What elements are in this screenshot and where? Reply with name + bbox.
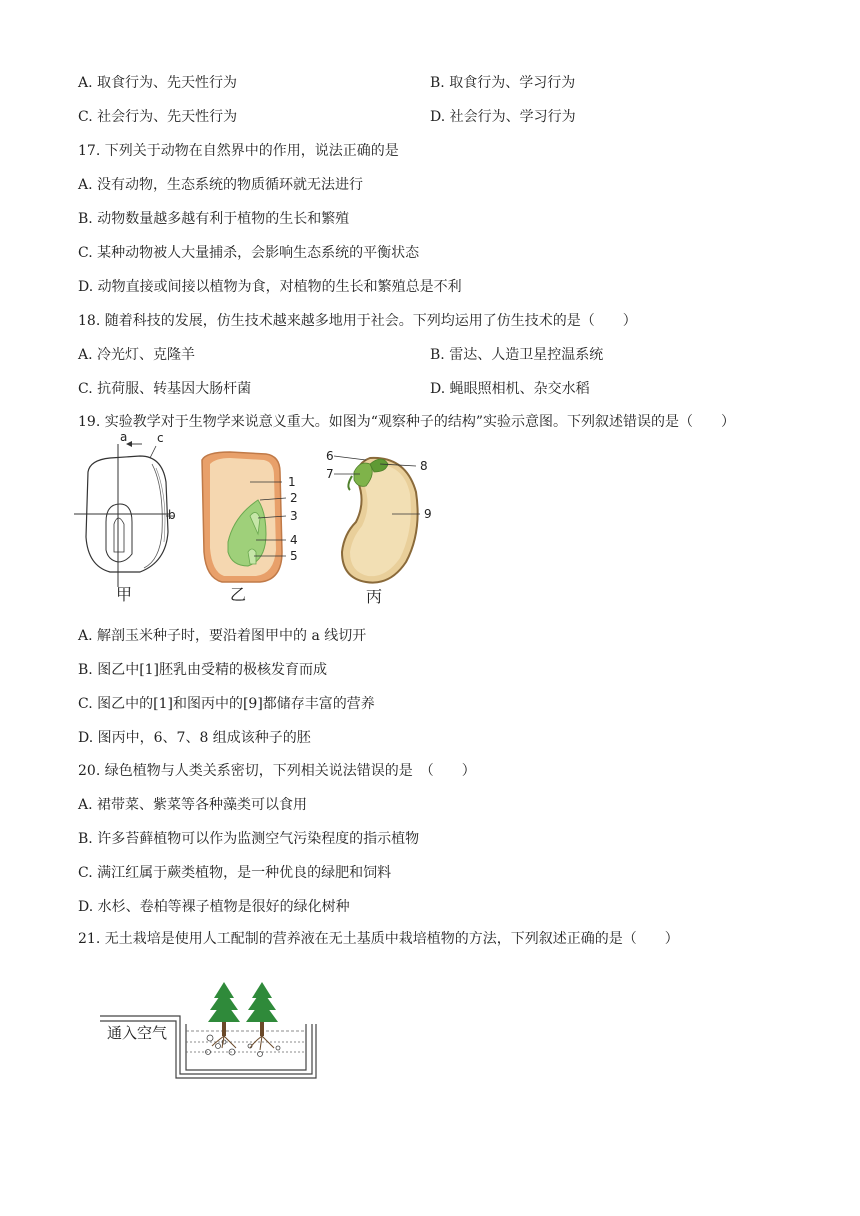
figure-yi <box>202 452 298 604</box>
q17-stem: 17. 下列关于动物在自然界中的作用，说法正确的是 <box>78 143 399 159</box>
jia-mark-b: b <box>168 508 176 522</box>
q16-option-b: B. 取食行为、学习行为 <box>430 75 576 91</box>
jia-mark-c: c <box>157 431 164 445</box>
q19-option-a: A. 解剖玉米种子时，要沿着图甲中的 a 线切开 <box>78 628 367 644</box>
q18-stem: 18. 随着科技的发展，仿生技术越来越多地用于社会。下列均运用了仿生技术的是（ ） <box>78 313 637 329</box>
q19-option-c: C. 图乙中的[1]和图丙中的[9]都储存丰富的营养 <box>78 696 375 712</box>
q17-option-a: A. 没有动物，生态系统的物质循环就无法进行 <box>78 177 364 193</box>
figure-jia <box>74 430 176 604</box>
bing-mark-9: 9 <box>424 507 432 521</box>
q20-option-d: D. 水杉、卷柏等裸子植物是很好的绿化树种 <box>78 899 350 915</box>
q20-option-b: B. 许多苔藓植物可以作为监测空气污染程度的指示植物 <box>78 831 420 847</box>
bing-mark-7: 7 <box>326 467 334 481</box>
q16-option-c: C. 社会行为、先天性行为 <box>78 109 238 125</box>
yi-label: 乙 <box>230 585 247 604</box>
q18-option-c: C. 抗荷服、转基因大肠杆菌 <box>78 381 252 397</box>
q17-option-d: D. 动物直接或间接以植物为食，对植物的生长和繁殖总是不利 <box>78 279 462 295</box>
soilless-culture-figure <box>100 976 330 1086</box>
figure-bing <box>326 449 432 606</box>
q19-stem: 19. 实验教学对于生物学来说意义重大。如图为“观察种子的结构”实验示意图。下列叙述错误的是（ ） <box>78 414 736 430</box>
yi-mark-3: 3 <box>290 509 298 523</box>
q18-option-a: A. 冷光灯、克隆羊 <box>78 347 196 363</box>
q19-option-b: B. 图乙中[1]胚乳由受精的极核发育而成 <box>78 662 328 678</box>
yi-mark-1: 1 <box>288 475 296 489</box>
q18-option-b: B. 雷达、人造卫星控温系统 <box>430 347 604 363</box>
q19-option-d: D. 图丙中，6、7、8 组成该种子的胚 <box>78 730 311 746</box>
plant-right <box>246 982 278 1050</box>
q16-option-d: D. 社会行为、学习行为 <box>430 109 576 125</box>
q17-option-b: B. 动物数量越多越有利于植物的生长和繁殖 <box>78 211 350 227</box>
bing-mark-6: 6 <box>326 449 334 463</box>
seed-structure-figure <box>70 430 450 614</box>
yi-mark-4: 4 <box>290 533 298 547</box>
yi-mark-2: 2 <box>290 491 298 505</box>
jia-mark-a: a <box>120 430 128 444</box>
bing-mark-8: 8 <box>420 459 428 473</box>
q18-option-d: D. 蝇眼照相机、杂交水稻 <box>430 381 590 397</box>
q16-option-a: A. 取食行为、先天性行为 <box>78 75 238 91</box>
air-inlet-label: 通入空气 <box>107 1024 168 1042</box>
bing-label: 丙 <box>366 587 383 606</box>
q17-option-c: C. 某种动物被人大量捕杀，会影响生态系统的平衡状态 <box>78 245 420 261</box>
q20-option-a: A. 裙带菜、紫菜等各种藻类可以食用 <box>78 797 308 813</box>
q21-stem: 21. 无土栽培是使用人工配制的营养液在无土基质中栽培植物的方法，下列叙述正确的是（ ） <box>78 931 679 947</box>
yi-mark-5: 5 <box>290 549 298 563</box>
q20-option-c: C. 满江红属于蕨类植物，是一种优良的绿肥和饲料 <box>78 865 392 881</box>
q20-stem: 20. 绿色植物与人类关系密切，下列相关说法错误的是 （ ） <box>78 763 476 779</box>
jia-label: 甲 <box>116 585 133 604</box>
air-bubbles <box>206 1035 281 1057</box>
